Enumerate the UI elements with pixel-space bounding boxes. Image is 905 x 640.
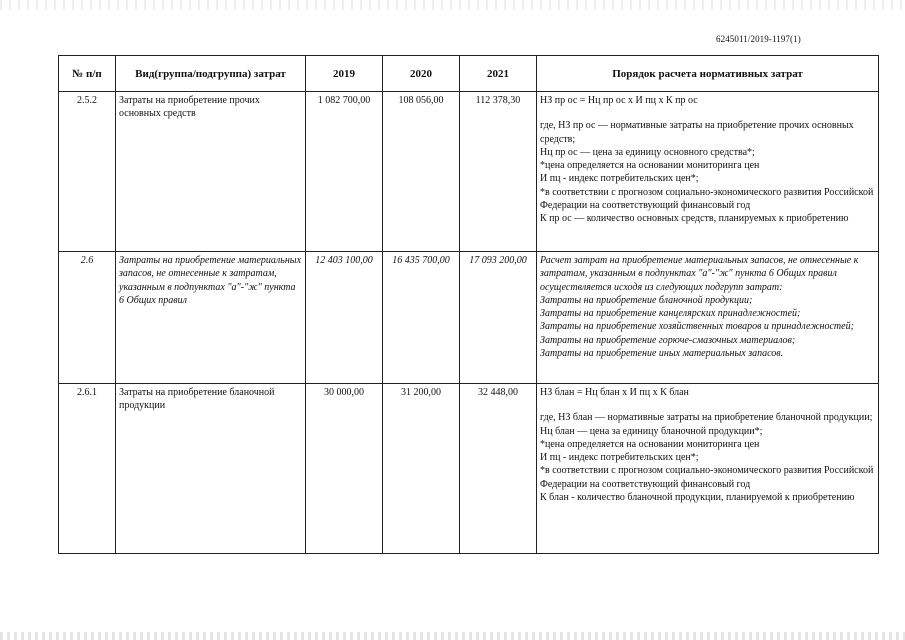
method-line: *в соответствии с прогнозом социально-экономического развития Российской Федерации на соответствующий финансовый год — [540, 465, 874, 490]
table-row — [59, 92, 879, 252]
method-line: *цена определяется на основании мониторинга цен — [540, 438, 760, 450]
header-2019: 2019 — [306, 56, 383, 92]
header-method: Порядок расчета нормативных затрат — [537, 56, 879, 92]
row-value-2021: 17 093 200,00 — [460, 252, 537, 384]
row-value-2020: 31 200,00 — [383, 384, 460, 554]
method-line: где, НЗ пр ос — нормативные затраты на приобретение прочих основных средств; — [540, 120, 854, 145]
row-method — [537, 252, 879, 384]
method-line: Затраты на приобретение бланочной продукции; — [540, 294, 753, 306]
row-code: 2.6 — [59, 252, 116, 384]
row-value-2020: 108 056,00 — [383, 92, 460, 252]
row-value-2019: 1 082 700,00 — [306, 92, 383, 252]
header-2020: 2020 — [383, 56, 460, 92]
method-line: Затраты на приобретение горюче-смазочных материалов; — [540, 334, 796, 346]
scan-artifact-bottom — [0, 632, 905, 640]
method-line: Нц пр ос — цена за единицу основного средства*; — [540, 146, 755, 158]
method-line: К пр ос — количество основных средств, планируемых к приобретению — [540, 213, 849, 225]
method-line: Расчет затрат на приобретение материальных запасов, не отнесенные к затратам, указанным в подпунктах "а"-"ж" пункта 6 Общих правил осуществляется исходя из следующих подгрупп затрат: — [540, 255, 859, 293]
table-header-row — [59, 56, 879, 92]
header-num: № п/п — [59, 56, 116, 92]
row-value-2019: 30 000,00 — [306, 384, 383, 554]
method-formula: НЗ пр ос = Нц пр ос х И пц х К пр ос — [540, 95, 698, 106]
row-code: 2.5.2 — [59, 92, 116, 252]
row-name: Затраты на приобретение материальных запасов, не отнесенные к затратам, указанным в подпунктах "а"-"ж" пункта 6 Общих правил — [116, 252, 306, 384]
method-line: Затраты на приобретение хозяйственных товаров и принадлежностей; — [540, 321, 854, 333]
row-value-2021: 112 378,30 — [460, 92, 537, 252]
method-line: где, НЗ блан — нормативные затраты на приобретение бланочной продукции; — [540, 412, 873, 424]
method-line: Нц блан — цена за единицу бланочной продукции*; — [540, 425, 763, 437]
method-line: *в соответствии с прогнозом социально-экономического развития Российской Федерации на соответствующий финансовый год — [540, 186, 874, 212]
method-line: И пц - индекс потребительских цен*; — [540, 173, 699, 185]
row-value-2021: 32 448,00 — [460, 384, 537, 554]
method-line: Затраты на приобретение канцелярских принадлежностей; — [540, 308, 801, 320]
row-method — [537, 92, 879, 252]
method-line: К блан - количество бланочной продукции, планируемой к приобретению — [540, 492, 855, 504]
method-line: *цена определяется на основании мониторинга цен — [540, 160, 760, 172]
header-2021: 2021 — [460, 56, 537, 92]
row-value-2019: 12 403 100,00 — [306, 252, 383, 384]
row-code: 2.6.1 — [59, 384, 116, 554]
row-value-2020: 16 435 700,00 — [383, 252, 460, 384]
row-method — [537, 384, 879, 554]
table-row — [59, 252, 879, 384]
method-formula: НЗ блан = Нц блан х И пц х К блан — [540, 387, 689, 398]
scan-artifact-top — [0, 0, 905, 10]
row-name: Затраты на приобретение бланочной продукции — [116, 384, 306, 554]
method-line: Затраты на приобретение иных материальных запасов. — [540, 348, 784, 360]
method-line: И пц - индекс потребительских цен*; — [540, 452, 699, 464]
row-name: Затраты на приобретение прочих основных средств — [116, 92, 306, 252]
norm-costs-table — [58, 55, 879, 554]
header-type: Вид(группа/подгруппа) затрат — [116, 56, 306, 92]
table-row — [59, 384, 879, 554]
document-number: 6245011/2019-1197(1) — [716, 34, 801, 44]
